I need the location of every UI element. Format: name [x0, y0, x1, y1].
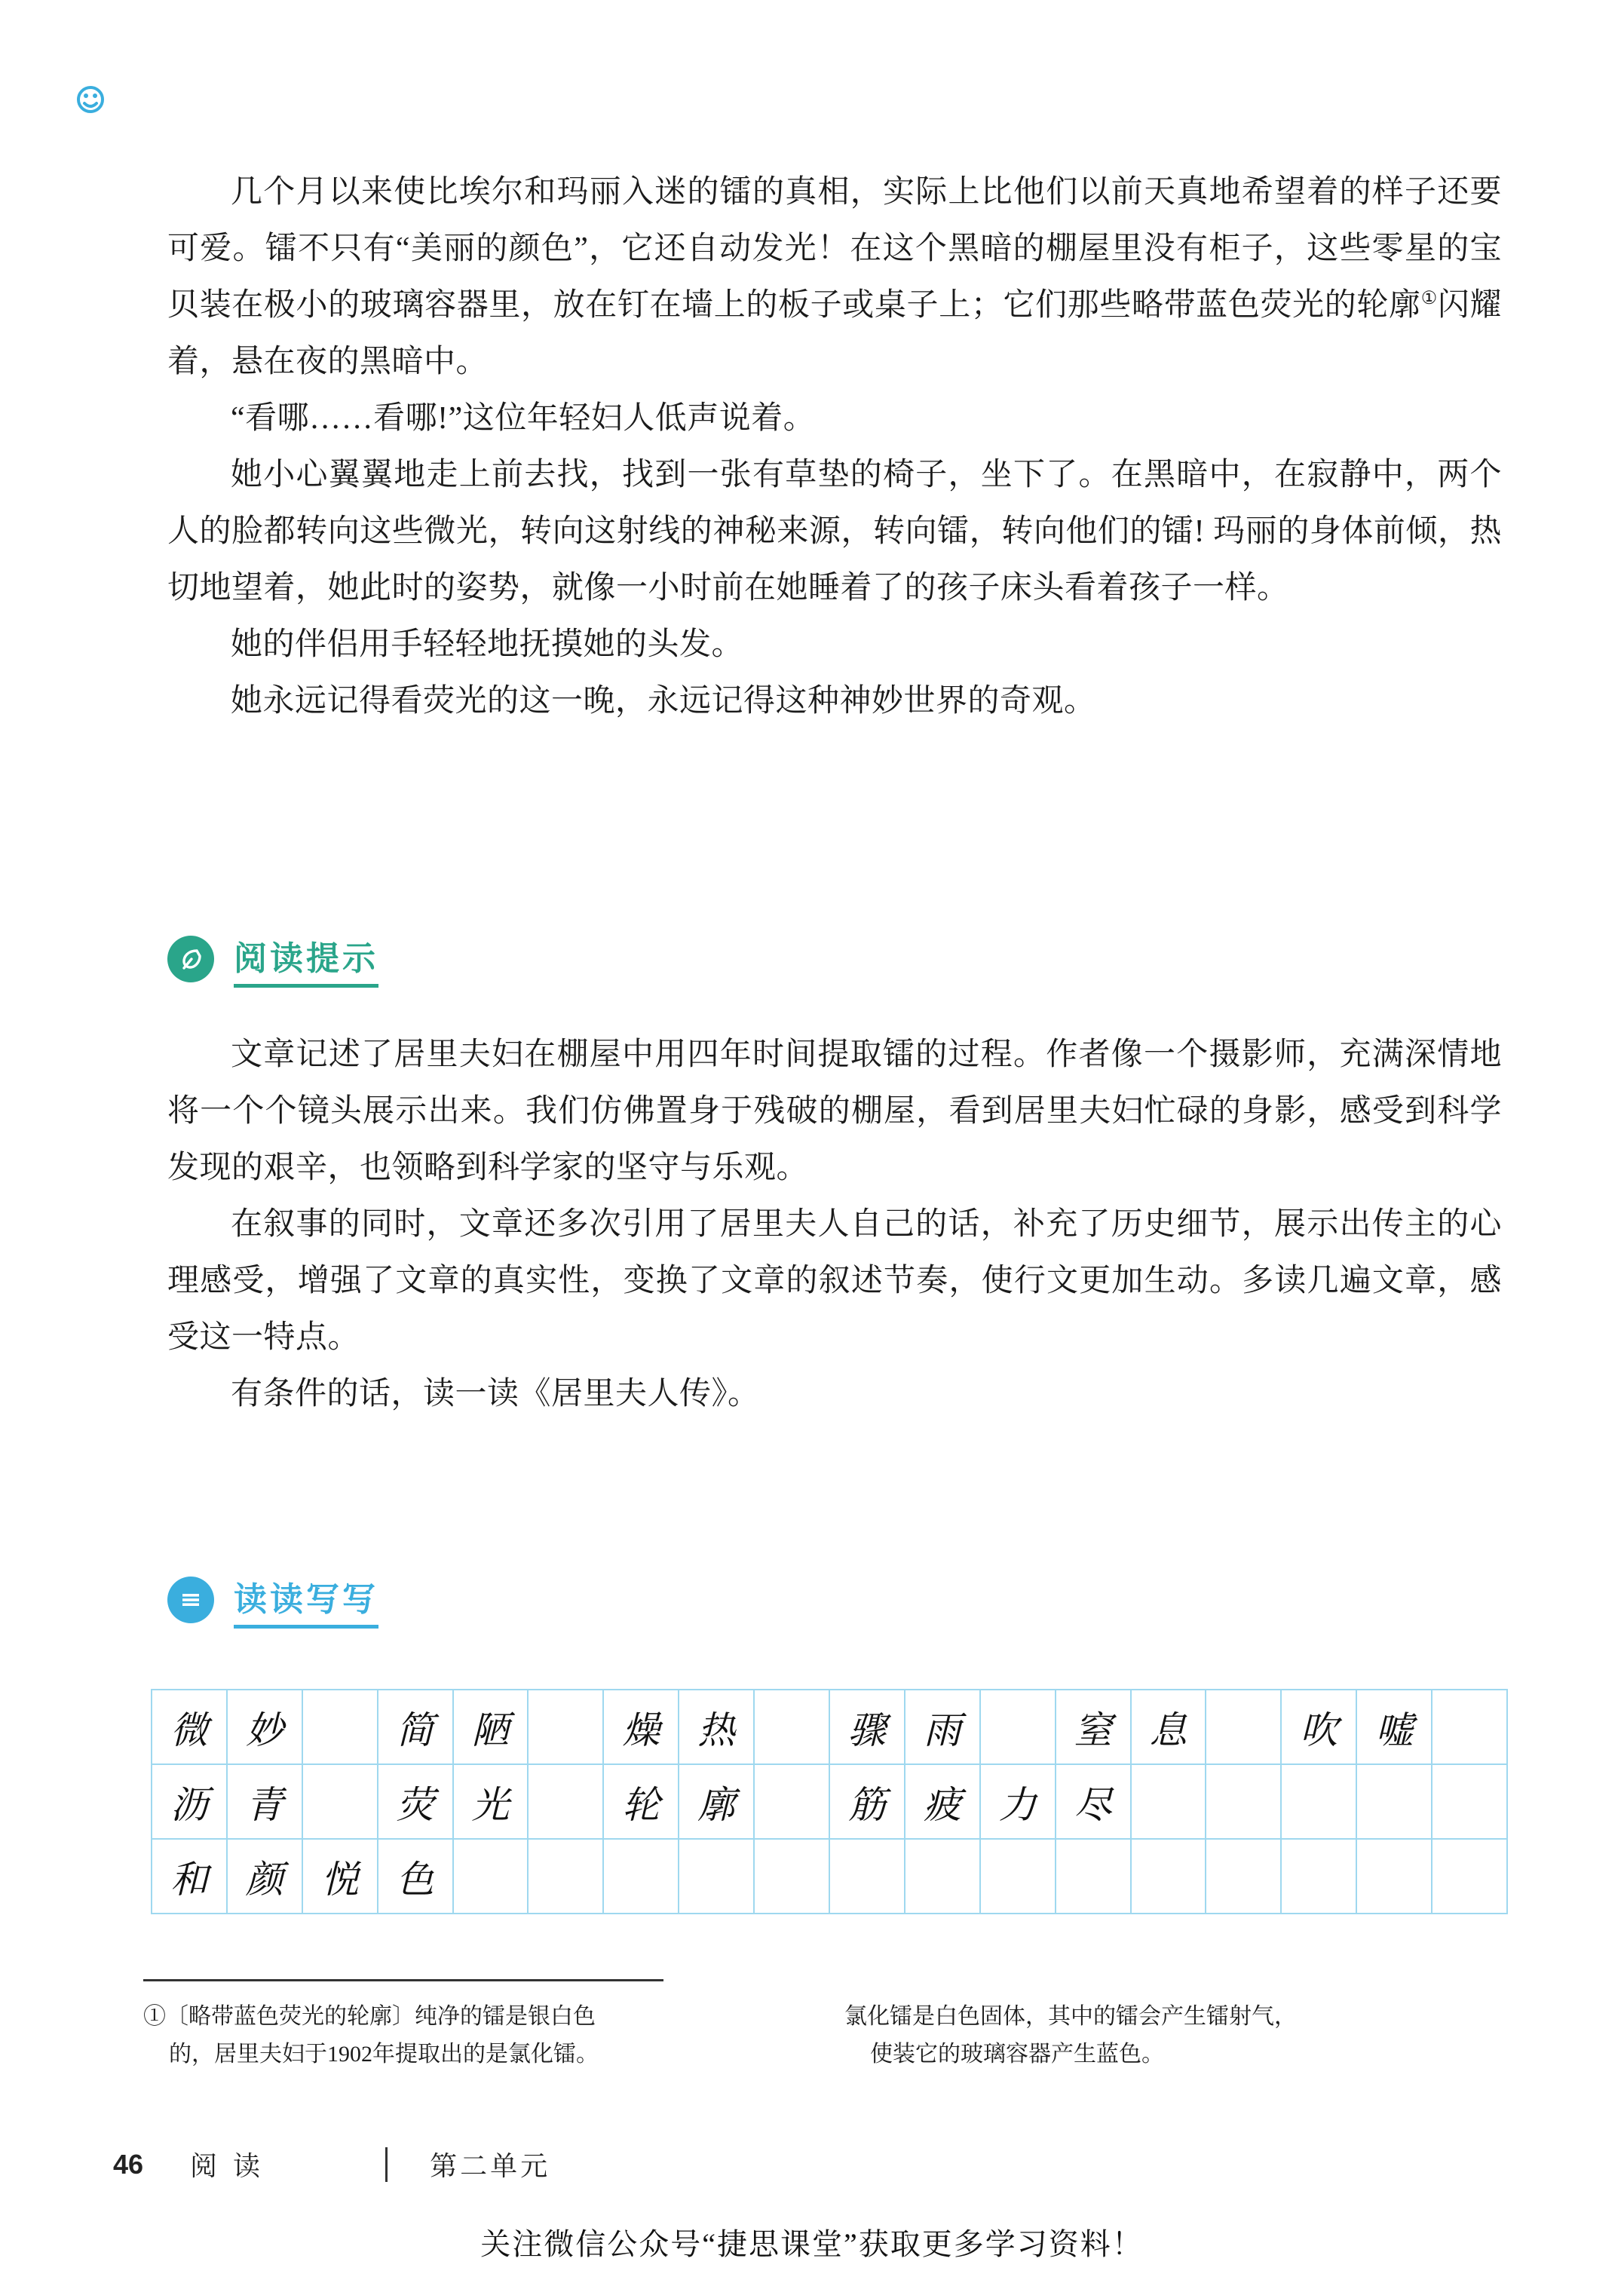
grid-cell [528, 1690, 603, 1764]
grid-cell: 妙 [227, 1690, 302, 1764]
grid-cell: 燥 [603, 1690, 679, 1764]
grid-cell [1206, 1839, 1281, 1914]
grid-cell: 廓 [679, 1764, 754, 1839]
grid-cell: 色 [378, 1839, 453, 1914]
grid-cell: 骤 [829, 1690, 905, 1764]
footnote-line: 的，居里夫妇于1902年提取出的是氯化镭。 [169, 2042, 599, 2067]
footnote-line: 氯化镭是白色固体，其中的镭会产生镭射气， [844, 2004, 1297, 2029]
grid-cell: 雨 [905, 1690, 980, 1764]
grid-cell: 尽 [1056, 1764, 1131, 1839]
footer-divider [385, 2147, 388, 2182]
reading-tips-section [167, 927, 1502, 1423]
word-practice-grid [151, 1689, 1479, 1914]
footnote-column-right [844, 1998, 1463, 2073]
grid-cell [754, 1690, 829, 1764]
footer-section-label: 阅 读 [190, 2151, 265, 2181]
reading-tips-paragraph-2: 在叙事的同时，文章还多次引用了居里夫人自己的话，补充了历史细节，展示出传主的心理感受，增强了文章的真实性，变换了文章的叙述节奏，使行文更加生动。多读几遍文章，感受这一特点。 [167, 1207, 1502, 1355]
footnote-line: 使装它的玻璃容器产生蓝色。 [870, 2042, 1164, 2067]
table-row [152, 1764, 1507, 1839]
grid-cell: 陋 [453, 1690, 529, 1764]
grid-cell [1281, 1839, 1356, 1914]
grid-cell: 光 [453, 1764, 529, 1839]
grid-cell [980, 1839, 1056, 1914]
footnote-line: ①〔略带蓝色荧光的轮廓〕纯净的镭是银白色 [143, 2004, 596, 2029]
grid-cell: 嘘 [1356, 1690, 1432, 1764]
paragraph-5: 她永远记得看荧光的这一晚，永远记得这种神妙世界的奇观。 [231, 684, 1096, 719]
lines-icon [167, 1577, 214, 1623]
grid-cell: 和 [152, 1839, 227, 1914]
main-body-text [167, 164, 1502, 730]
grid-cell [603, 1839, 679, 1914]
grid-cell: 疲 [905, 1764, 980, 1839]
grid-cell: 悦 [302, 1839, 378, 1914]
promo-banner: 关注微信公众号“捷思课堂”获取更多学习资料！ [480, 2227, 1144, 2261]
reading-tips-paragraph-3: 有条件的话，读一读《居里夫人传》。 [231, 1377, 760, 1411]
grid-cell [829, 1839, 905, 1914]
pen-nib-icon [167, 936, 214, 982]
grid-cell [980, 1690, 1056, 1764]
footnote-divider [143, 1979, 663, 1981]
paragraph-1-tail: 闪耀着，悬在夜的黑暗中。 [167, 288, 1502, 379]
grid-cell [1356, 1764, 1432, 1839]
reading-tips-header [167, 927, 1502, 991]
grid-cell [1432, 1690, 1507, 1764]
grid-cell [905, 1839, 980, 1914]
grid-cell: 吹 [1281, 1690, 1356, 1764]
table-row [152, 1690, 1507, 1764]
read-write-header [167, 1568, 1502, 1632]
grid-cell: 微 [152, 1690, 227, 1764]
grid-cell: 力 [980, 1764, 1056, 1839]
grid-cell [1432, 1839, 1507, 1914]
grid-cell: 息 [1131, 1690, 1206, 1764]
reading-tips-body [167, 1027, 1502, 1423]
grid-cell [1131, 1764, 1206, 1839]
grid-cell: 颜 [227, 1839, 302, 1914]
read-write-section [167, 1568, 1502, 1632]
paragraph-3: 她小心翼翼地走上前去找，找到一张有草垫的椅子，坐下了。在黑暗中，在寂静中，两个人的脸都转向这些微光，转向这射线的神秘来源，转向镭，转向他们的镭! 玛丽的身体前倾，热切地望着，她此时的姿势，就像一小时前在她睡着了的孩子床头看着孩子一样。 [167, 458, 1502, 605]
grid-cell [754, 1764, 829, 1839]
page-corner-icon [72, 81, 109, 118]
grid-cell [1206, 1690, 1281, 1764]
grid-cell: 窒 [1056, 1690, 1131, 1764]
grid-cell [302, 1764, 378, 1839]
grid-cell [528, 1764, 603, 1839]
grid-cell: 荧 [378, 1764, 453, 1839]
grid-cell [1131, 1839, 1206, 1914]
page-footer [113, 2145, 1511, 2183]
reading-tips-title: 阅读提示 [234, 931, 378, 988]
paragraph-4: 她的伴侣用手轻轻地抚摸她的头发。 [231, 627, 744, 662]
page-number: 46 [113, 2148, 144, 2180]
grid-cell [1356, 1839, 1432, 1914]
paragraph-2: “看哪……看哪!”这位年轻妇人低声说着。 [231, 401, 816, 436]
grid-cell: 筋 [829, 1764, 905, 1839]
grid-cell [1056, 1839, 1131, 1914]
read-write-title: 读读写写 [234, 1572, 378, 1629]
grid-cell [1432, 1764, 1507, 1839]
footnote-marker-1: ① [1420, 289, 1438, 308]
table-row [152, 1839, 1507, 1914]
grid-cell [679, 1839, 754, 1914]
footnote-column-left [143, 1998, 761, 2073]
footer-unit-label: 第二单元 [430, 2151, 551, 2181]
grid-cell [453, 1839, 529, 1914]
paragraph-1-text: 几个月以来使比埃尔和玛丽入迷的镭的真相，实际上比他们以前天真地希望着的样子还要可爱。镭不只有“美丽的颜色”，它还自动发光！在这个黑暗的棚屋里没有柜子，这些零星的宝贝装在极小的玻璃容器里，放在钉在墙上的板子或桌子上；它们那些略带蓝色荧光的轮廓 [167, 175, 1502, 323]
grid-cell [754, 1839, 829, 1914]
paragraph-1 [167, 164, 1502, 391]
grid-cell: 青 [227, 1764, 302, 1839]
grid-cell [528, 1839, 603, 1914]
grid-table [151, 1689, 1508, 1914]
footnote-block [143, 1998, 1493, 2073]
grid-cell: 简 [378, 1690, 453, 1764]
grid-cell: 轮 [603, 1764, 679, 1839]
grid-cell [1281, 1764, 1356, 1839]
grid-cell: 沥 [152, 1764, 227, 1839]
grid-cell [302, 1690, 378, 1764]
reading-tips-paragraph-1: 文章记述了居里夫妇在棚屋中用四年时间提取镭的过程。作者像一个摄影师，充满深情地将一个个镜头展示出来。我们仿佛置身于残破的棚屋，看到居里夫妇忙碌的身影，感受到科学发现的艰辛，也领略到科学家的坚守与乐观。 [167, 1037, 1502, 1185]
grid-cell: 热 [679, 1690, 754, 1764]
grid-cell [1206, 1764, 1281, 1839]
